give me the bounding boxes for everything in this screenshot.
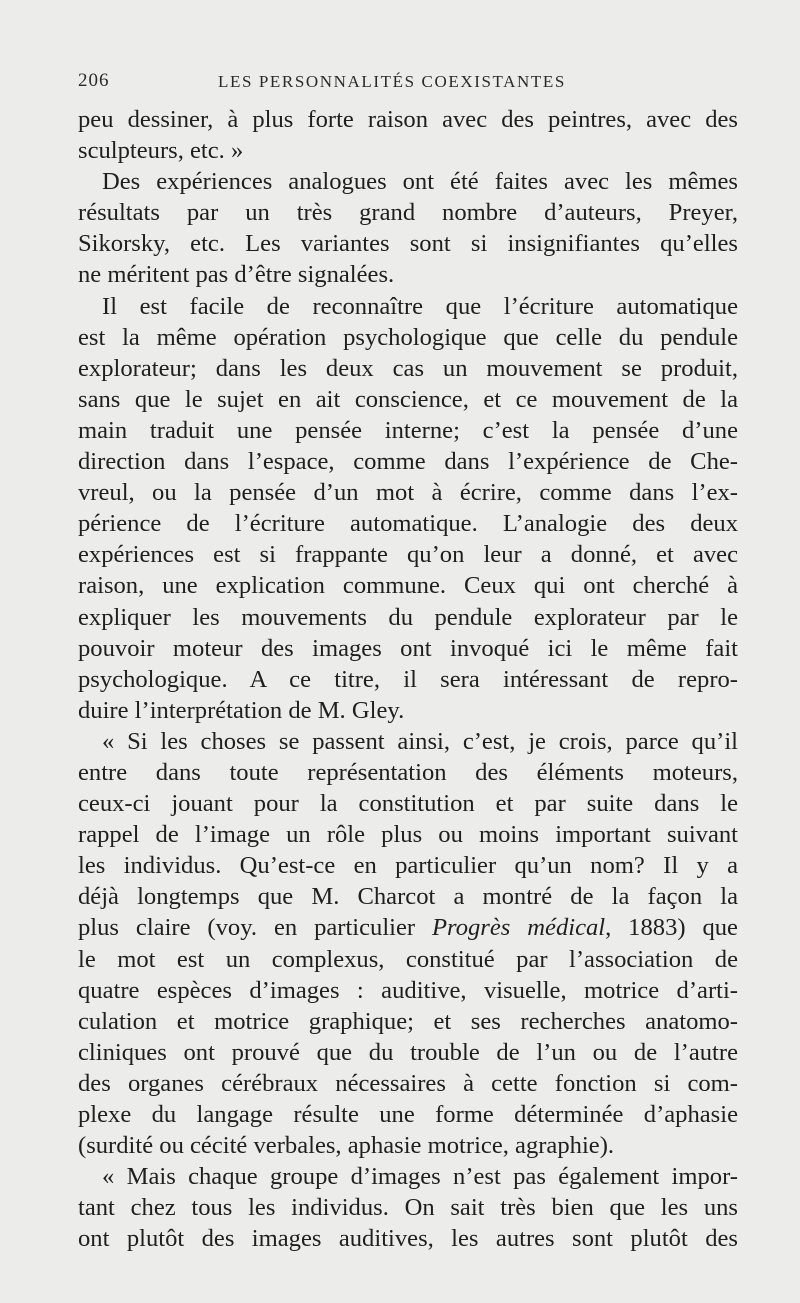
text-line: duire l’interprétation de M. Gley. (78, 696, 405, 724)
text-line: vreul, ou la pensée d’un mot à écrire, comme dans l’ex- (78, 479, 738, 507)
text-line (78, 912, 738, 943)
text-line: ont plutôt des images auditives, les autres sont plutôt des (78, 1225, 738, 1253)
running-title: LES PERSONNALITÉS COEXISTANTES (218, 72, 566, 91)
text-line: est la même opération psychologique que celle du pendule (78, 323, 738, 351)
text-line: Il est facile de reconnaître que l’écriture automatique (102, 292, 738, 320)
text-line: pouvoir moteur des images ont invoqué ici le même fait (78, 634, 738, 662)
text-line: résultats par un très grand nombre d’auteurs, Preyer, (78, 199, 738, 227)
text-line: main traduit une pensée interne; c’est la pensée d’une (78, 416, 738, 444)
text-line: périence de l’écriture automatique. L’analogie des deux (78, 510, 738, 538)
text-segment: plus claire (voy. en particulier (78, 914, 433, 942)
text-line: ne méritent pas d’être signalées. (78, 261, 395, 289)
text-line: sculpteurs, etc. » (78, 137, 244, 165)
text-line: raison, une explication commune. Ceux qui ont cherché à (78, 572, 738, 600)
text-line: cliniques ont prouvé que du trouble de l’un ou de l’autre (78, 1038, 738, 1066)
running-head (78, 70, 736, 100)
text-line: le mot est un complexus, constitué par l’association de (78, 945, 738, 973)
text-line: plexe du langage résulte une forme déterminée d’aphasie (78, 1101, 738, 1128)
text-line: quatre espèces d’images : auditive, visuelle, motrice d’arti- (78, 976, 738, 1004)
text-line: ceux-ci jouant pour la constitution et par suite dans le (78, 790, 738, 818)
text-line: déjà longtemps que M. Charcot a montré de la façon la (78, 883, 738, 911)
text-line: Sikorsky, etc. Les variantes sont si insignifiantes qu’elles (78, 230, 738, 258)
text-line: sans que le sujet en ait conscience, et ce mouvement de la (78, 385, 738, 413)
text-line: « Mais chaque groupe d’images n’est pas également impor- (102, 1163, 738, 1191)
text-line: culation et motrice graphique; et ses recherches anatomo- (78, 1007, 738, 1035)
page-number: 206 (78, 70, 110, 91)
text-line: rappel de l’image un rôle plus ou moins important suivant (78, 821, 738, 849)
text-line: les individus. Qu’est-ce en particulier qu’un nom? Il y a (78, 852, 738, 880)
text-line: des organes cérébraux nécessaires à cette fonction si com- (78, 1069, 738, 1097)
text-line: direction dans l’espace, comme dans l’expérience de Che- (78, 448, 738, 476)
text-line: expliquer les mouvements du pendule explorateur par le (78, 603, 738, 631)
text-line: Des expériences analogues ont été faites avec les mêmes (102, 168, 738, 196)
text-line: expériences est si frappante qu’on leur a donné, et avec (78, 541, 738, 569)
text-line: tant chez tous les individus. On sait très bien que les uns (78, 1194, 738, 1222)
text-line: explorateur; dans les deux cas un mouvement se produit, (78, 354, 738, 382)
text-line: « Si les choses se passent ainsi, c’est, je crois, parce qu’il (102, 727, 738, 755)
body-text (78, 104, 738, 1254)
text-line: psychologique. A ce titre, il sera intéressant de repro- (78, 665, 738, 693)
text-line: entre dans toute représentation des éléments moteurs, (78, 758, 738, 786)
text-line: (surdité ou cécité verbales, aphasie motrice, agraphie). (78, 1132, 615, 1160)
italic-citation: Progrès médical (432, 914, 606, 942)
text-segment: , 1883) que (605, 914, 738, 942)
text-line: peu dessiner, à plus forte raison avec des peintres, avec des (78, 106, 738, 133)
